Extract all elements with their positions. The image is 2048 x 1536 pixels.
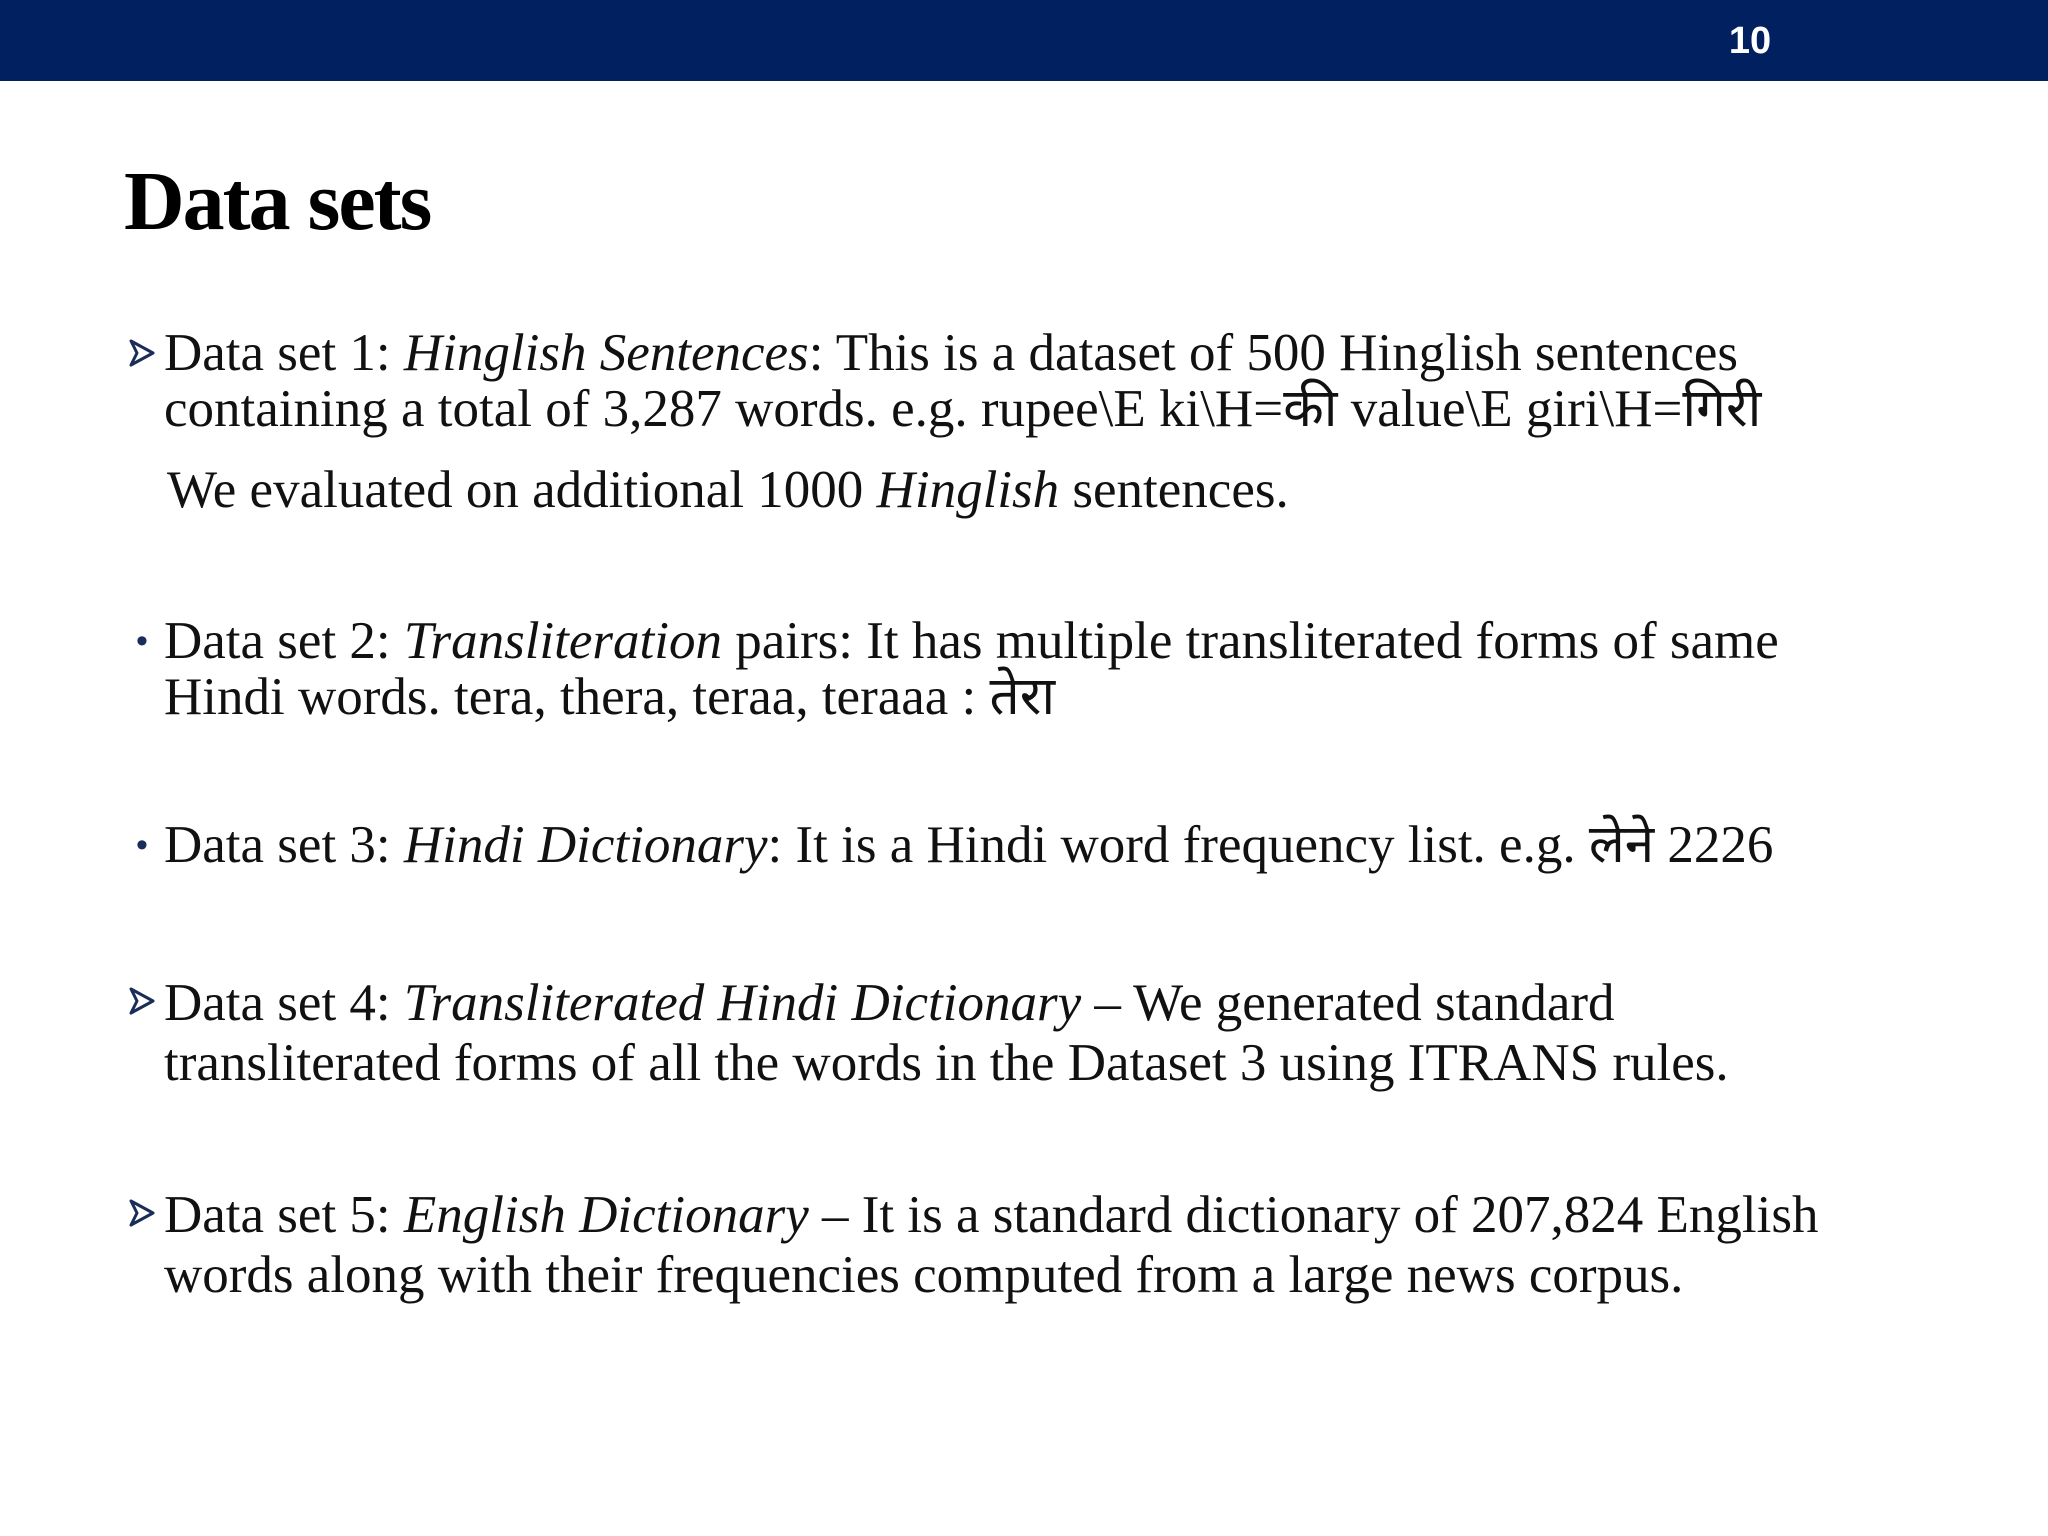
item-lead: Data set 4:	[164, 974, 404, 1032]
item-line-2: words along with their frequencies computed from a large news corpus.	[164, 1246, 1684, 1304]
item-description: : This is a dataset of 500 Hinglish sentences	[808, 324, 1738, 382]
item-lead: Data set 5:	[164, 1186, 404, 1244]
page-number: 10	[1728, 20, 1772, 62]
note-text-end: sentences.	[1059, 461, 1289, 519]
list-item-data-set-1	[164, 325, 2004, 437]
item-dataset-name: English Dictionary	[403, 1186, 809, 1244]
arrow-bullet-icon	[124, 325, 160, 381]
note-text: We evaluated on additional 1000	[167, 461, 877, 519]
list-item-data-set-5	[164, 1185, 2004, 1305]
note-italic-text: Hinglish	[876, 461, 1060, 519]
item-note	[167, 462, 1289, 518]
list-item-data-set-2	[136, 612, 2004, 726]
arrow-bullet-icon	[124, 973, 160, 1029]
item-description: – It is a standard dictionary of 207,824 English	[808, 1186, 1819, 1244]
item-line-1	[164, 613, 2004, 669]
arrow-bullet-icon	[124, 1185, 160, 1241]
item-description: – We generated standard	[1081, 974, 1615, 1032]
slide-title: Data sets	[124, 155, 431, 248]
item-dataset-name: Transliterated Hindi Dictionary	[403, 974, 1082, 1032]
list-item-data-set-4	[164, 973, 2004, 1093]
item-description: : It is a Hindi word frequency list. e.g. लेने 2226	[767, 816, 1774, 874]
item-line-2: Hindi words. tera, thera, teraa, teraaa : तेरा	[164, 668, 1056, 726]
item-description: pairs: It has multiple transliterated forms of same	[721, 612, 1779, 670]
item-line-1	[164, 817, 2004, 873]
item-lead: Data set 1:	[164, 324, 404, 382]
round-bullet-icon: •	[136, 826, 148, 864]
item-dataset-name: Hinglish Sentences	[403, 324, 809, 382]
list-item-data-set-3	[136, 816, 2004, 874]
item-dataset-name: Transliteration	[403, 612, 722, 670]
item-line-2: transliterated forms of all the words in the Dataset 3 using ITRANS rules.	[164, 1034, 1729, 1092]
item-lead: Data set 2:	[164, 612, 404, 670]
item-lead: Data set 3:	[164, 816, 404, 874]
item-line-1	[164, 325, 2004, 381]
round-bullet-icon: •	[136, 622, 148, 660]
item-line-1	[164, 1185, 2004, 1245]
item-line-2: containing a total of 3,287 words. e.g. rupee\E ki\H=की value\E giri\H=गिरी	[164, 380, 1762, 438]
item-line-1	[164, 973, 2004, 1033]
header-bar	[0, 0, 2048, 81]
item-dataset-name: Hindi Dictionary	[403, 816, 768, 874]
